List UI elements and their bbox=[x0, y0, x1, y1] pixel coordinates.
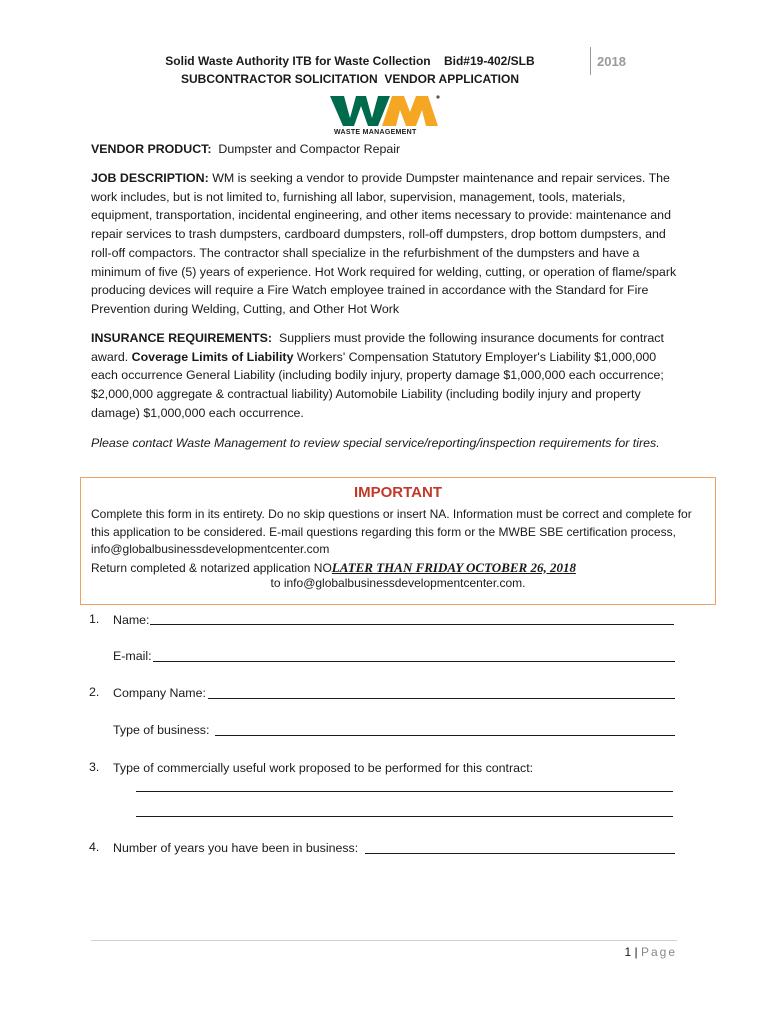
insurance-requirements bbox=[91, 329, 683, 423]
header-year: 2018 bbox=[597, 54, 626, 69]
q4-number: 4. bbox=[89, 840, 100, 854]
header-divider bbox=[590, 47, 591, 75]
q1-name-label: Name: bbox=[113, 613, 150, 627]
vendor-product-value: Dumpster and Compactor Repair bbox=[218, 142, 401, 156]
important-instructions: Complete this form in its entirety. Do no skip questions or insert NA. Information must be correct and complete for this application to be considered. E-mail questions regarding this form or the MWBE SBE certification process, info@globalbusinessdevelopmentcenter.com bbox=[91, 507, 692, 556]
insurance-label: INSURANCE REQUIREMENTS: bbox=[91, 331, 273, 345]
important-email: to info@globalbusinessdevelopmentcenter.com. bbox=[270, 576, 526, 590]
q4-label: Number of years you have been in business: bbox=[113, 841, 359, 855]
q3-label: Type of commercially useful work proposed to be performed for this contract: bbox=[113, 761, 534, 775]
q2-company-label: Company Name: bbox=[113, 686, 206, 700]
q3-number: 3. bbox=[89, 760, 100, 774]
important-text bbox=[91, 506, 701, 577]
important-box bbox=[80, 477, 716, 605]
vendor-product bbox=[91, 140, 683, 159]
years-in-business-field[interactable] bbox=[365, 853, 675, 854]
email-field[interactable] bbox=[153, 661, 675, 662]
job-description-text: WM is seeking a vendor to provide Dumpster maintenance and repair services. The work includes, but is not limited to, furnishing all labor, supervision, management, tools, materials, equipment, transportation, incidental engineering, and other items necessary to provide: maintenance and repair services to trash dumpsters, cardboard dumpsters, roll-off dumpsters, drop bottom dumpsters, and roll-off compactors. The contractor shall specialize in the refurbishment of the dumpsters and have a minimum of five (5) years of experience. Hot Work required for welding, cutting, or operation of flame/spark producing devices will require a Fire Watch employee trained in accordance with the Standard for Fire Prevention during Welding, Cutting, and Other Hot Work bbox=[91, 171, 677, 316]
q1-number: 1. bbox=[89, 612, 100, 626]
business-type-field[interactable] bbox=[215, 735, 675, 736]
return-instructions: Return completed & notarized application NO bbox=[91, 560, 332, 575]
job-description bbox=[91, 169, 683, 319]
q2-type-label: Type of business: bbox=[113, 723, 210, 737]
important-title: IMPORTANT bbox=[353, 484, 443, 501]
coverage-label: Coverage Limits of Liability bbox=[131, 349, 294, 364]
header-subtitle: SUBCONTRACTOR SOLICITATION VENDOR APPLICATION bbox=[181, 72, 519, 86]
work-type-field-2[interactable] bbox=[136, 816, 673, 817]
page-label: Page bbox=[640, 945, 677, 959]
q2-number: 2. bbox=[89, 685, 100, 699]
insurance-text-1: Suppliers must provide the following insurance documents for contract award. bbox=[91, 331, 664, 364]
page-footer bbox=[560, 945, 677, 959]
page-number: 1 bbox=[624, 945, 632, 959]
vendor-product-label: VENDOR PRODUCT: bbox=[91, 142, 212, 156]
q1-email-label: E-mail: bbox=[113, 649, 152, 663]
footer-divider bbox=[91, 940, 677, 941]
insurance-text-2: Workers' Compensation Statutory Employer's Liability $1,000,000 each occurrence General Liability (including bodily injury, property damage $1,000,000 each occurrence; $2,000,000 aggregate & contractual liability) Automobile Liability (including bodily injury and property damage) $1,000,000 each occurrence. bbox=[91, 349, 664, 420]
document-header bbox=[140, 52, 560, 88]
company-name-field[interactable] bbox=[208, 698, 675, 699]
page-separator: | bbox=[634, 945, 638, 959]
work-type-field-1[interactable] bbox=[136, 791, 673, 792]
name-field[interactable] bbox=[150, 624, 674, 625]
logo-caption: WASTE MANAGEMENT bbox=[334, 129, 417, 136]
job-description-label: JOB DESCRIPTION: bbox=[91, 171, 209, 185]
header-title: Solid Waste Authority ITB for Waste Collection Bid#19-402/SLB bbox=[165, 54, 535, 68]
tires-note: Please contact Waste Management to review special service/reporting/inspection requirements for tires. bbox=[91, 436, 660, 450]
deadline: LATER THAN FRIDAY OCTOBER 26, 2018 bbox=[331, 559, 576, 575]
